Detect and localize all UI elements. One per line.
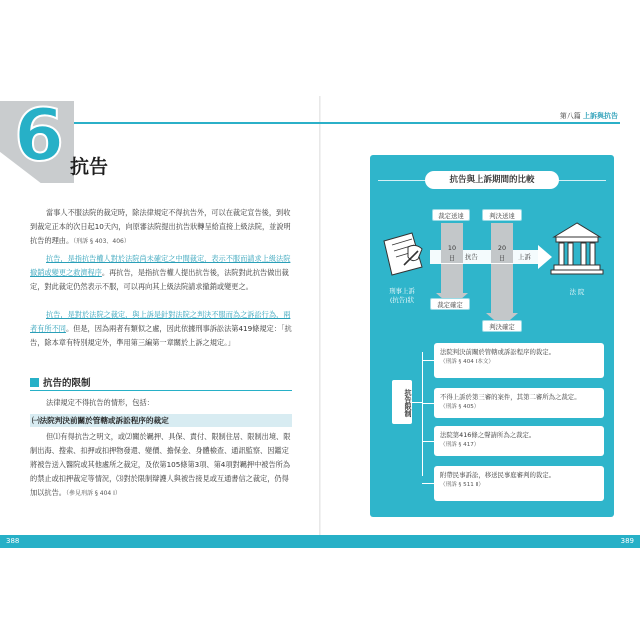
paragraph-3-text: 。但是，因為兩者有類似之處，因此依據刑事訴訟法第419條規定：「抗告，除本章有特別規定外，準用第三編第一章關於上訴之規定。」 bbox=[30, 324, 292, 347]
judgment-delivered-tag: 判決送達 bbox=[482, 209, 522, 221]
paragraph-2-text: 。再抗告，是指抗告權人提出抗告後，法院對此抗告做出裁定，對此裁定仍然表示不服，可以再向其上級法院請求撤銷或變更之。 bbox=[30, 268, 289, 291]
paragraph-1-text: 當事人不服法院的裁定時，除法律規定不得抗告外，可以在裁定宣告後，到收到裁定正本的次日起10天內，向原審法院提出抗告狀轉呈給直接上級法院，並說明抗告的理由。 bbox=[30, 208, 291, 245]
running-header-section: 第八篇 bbox=[559, 112, 581, 120]
limit-box-text: 法院判決前關於管轄或訴訟程序的裁定。 bbox=[440, 348, 556, 356]
paragraph-4: 法律規定不得抗告的情形，包括： bbox=[46, 398, 154, 407]
tree-branch bbox=[422, 483, 434, 484]
judgment-days-label: 20 日 bbox=[491, 243, 513, 263]
limit-box-ref: （刑訴 § 511 Ⅱ） bbox=[440, 482, 484, 488]
paragraph-3-highlight: 抗告，是對於法院之裁定，與上訴是針對法院之判決不服而為之訴訟行為，兩者有所不同 bbox=[30, 310, 291, 333]
limit-box-ref: （刑訴 § 417） bbox=[440, 442, 480, 448]
book-gutter bbox=[319, 96, 321, 548]
header-rule bbox=[60, 122, 620, 124]
running-header-title: 上訴與抗告 bbox=[583, 112, 618, 120]
comparison-diagram bbox=[370, 155, 614, 517]
tree-connector bbox=[412, 402, 422, 403]
right-page-footer bbox=[320, 535, 640, 548]
court-label: 法 院 bbox=[569, 288, 585, 296]
document-writing-icon bbox=[378, 227, 428, 281]
paragraph-2 bbox=[30, 252, 292, 294]
limit-box bbox=[434, 343, 604, 378]
judgment-period-arrow bbox=[491, 223, 513, 315]
appeal-document-label: 刑事上訴 (抗告)狀 bbox=[389, 287, 415, 304]
diagram-title: 抗告與上訴期間的比較 bbox=[425, 171, 559, 189]
left-page-footer bbox=[0, 535, 320, 548]
section-bullet-icon bbox=[30, 378, 39, 387]
court-building-icon bbox=[548, 219, 606, 277]
limit-box-ref: （刑訴 § 405） bbox=[440, 404, 480, 410]
chapter-number: 6 bbox=[14, 93, 65, 177]
limit-box-text: 附帶民事訴訟，移送民事庭審判的裁定。 bbox=[440, 471, 556, 479]
limit-box-text: 法院第416條之聲請所為之裁定。 bbox=[440, 431, 536, 439]
appeal-label: 抗告 bbox=[465, 253, 478, 261]
section-title: 抗告的限制 bbox=[43, 378, 91, 389]
tree-branch bbox=[422, 360, 434, 361]
paragraph-2-highlight: 抗告，是指抗告權人對於法院尚未確定之中間裁定，表示不服而請求上級法院撤銷或變更之救濟程序 bbox=[30, 254, 291, 277]
section-heading bbox=[30, 375, 91, 389]
ruling-delivered-tag: 裁定送達 bbox=[432, 209, 470, 221]
paragraph-5-text: 但⑴有得抗告之明文，或⑵關於羈押、具保、責付、限制住居、限制出境、限制出海、搜索、扣押或扣押物發還、變價、擔保金、身體檢查、通訊監察、因鑑定將被告送入醫院或其他處所之裁定，及依第105條第3項、第4項對羈押中被告所為的禁止或扣押裁定等情況，⑶對於限制辯護人與被告接見或互通書信之裁定，仍得加以抗告。 bbox=[30, 432, 291, 497]
judgment-final-tag: 判決確定 bbox=[482, 320, 522, 332]
limit-box-text: 不得上訴於第三審的案件，其第二審所為之裁定。 bbox=[440, 393, 581, 401]
limit-box-ref: （刑訴 § 404 Ⅰ本文） bbox=[440, 359, 495, 365]
section-underline bbox=[30, 390, 292, 391]
limit-box bbox=[434, 426, 604, 456]
ruling-final-tag: 裁定確定 bbox=[430, 298, 470, 310]
chapter-title: 抗告 bbox=[70, 156, 109, 178]
tree-branch bbox=[422, 441, 434, 442]
limit-box bbox=[434, 466, 604, 501]
right-page-number: 389 bbox=[620, 537, 634, 545]
paragraph-5-citation: （參見刑訴 § 404 Ⅰ） bbox=[65, 490, 121, 497]
ruling-days-label: 10 日 bbox=[441, 243, 463, 263]
left-page-number: 388 bbox=[6, 537, 20, 545]
paragraph-5 bbox=[30, 430, 292, 501]
limit-box bbox=[434, 388, 604, 418]
paragraph-3 bbox=[30, 308, 292, 350]
paragraph-1-citation: （刑訴 § 403、406） bbox=[73, 238, 130, 245]
paragraph-1 bbox=[30, 206, 292, 249]
subsection-heading: ㈠法院判決前關於管轄或訴訟程序的裁定 bbox=[30, 414, 292, 427]
appeal2-label: 上訴 bbox=[518, 253, 531, 261]
tree-branch bbox=[422, 403, 434, 404]
appeal-limits-tag: 抗告限制 bbox=[392, 380, 412, 424]
tree-trunk bbox=[422, 352, 423, 476]
running-header bbox=[556, 111, 618, 121]
